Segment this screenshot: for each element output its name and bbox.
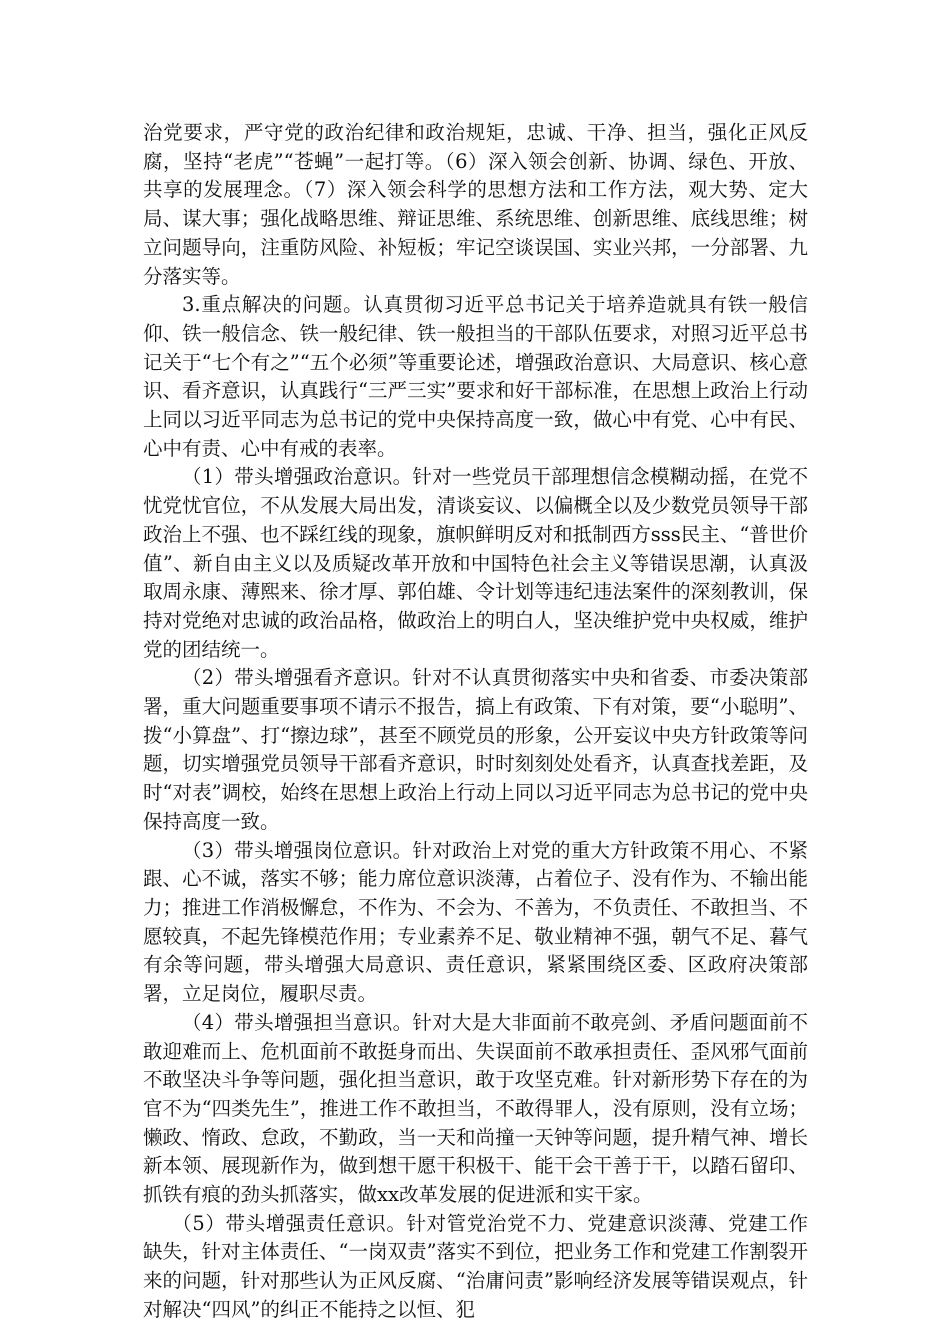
paragraph-responsibility-taking: （4）带头增强担当意识。针对大是大非面前不敢亮剑、矛盾问题面前不敢迎难而上、危机面前不敢挺身而出、失误面前不敢承担责任、歪风邪气面前不敢坚决斗争等问题，强化担当意识，敢于攻坚克难。针对新形势下存在的为官不为“四类先生”，推进工作不敢担当，不敢得罪人，没有原则，没有立场；懒政、惰政、怠政，不勤政，当一天和尚撞一天钟等问题，提升精气神、增长新本领、展现新作为，做到想干愿干积极干、能干会干善于干，以踏石留印、抓铁有痕的劲头抓落实，做xx改革发展的促进派和实干家。 <box>143 1010 808 1207</box>
paragraph-key-issues: 3.重点解决的问题。认真贯彻习近平总书记关于培养造就具有铁一般信仰、铁一般信念、铁一般纪律、铁一般担当的干部队伍要求，对照习近平总书记关于“七个有之”“五个必须”等重要论述，增强政治意识、大局意识、核心意识、看齐意识，认真践行“三严三实”要求和好干部标准，在思想上政治上行动上同以习近平同志为总书记的党中央保持高度一致，做心中有党、心中有民、心中有责、心中有戒的表率。 <box>143 293 808 460</box>
paragraph-responsibility-awareness: （5）带头增强责任意识。针对管党治党不力、党建意识淡薄、党建工作缺失，针对主体责任、“一岗双责”落实不到位，把业务工作和党建工作割裂开来的问题，针对那些认为正风反腐、“治庸问责”影响经济发展等错误观点，针对解决“四风”的纠正不能持之以恒、犯 <box>143 1211 808 1321</box>
paragraph-continued: 治党要求，严守党的政治纪律和政治规矩，忠诚、干净、担当，强化正风反腐，坚持“老虎”“苍蝇”一起打等。（6）深入领会创新、协调、绿色、开放、共享的发展理念。（7）深入领会科学的思想方法和工作方法，观大势、定大局、谋大事；强化战略思维、辩证思维、系统思维、创新思维、底线思维；树立问题导向，注重防风险、补短板；牢记空谈误国、实业兴邦，一分部署、九分落实等。 <box>143 121 808 288</box>
paragraph-post-awareness: （3）带头增强岗位意识。针对政治上对党的重大方针政策不用心、不紧跟、心不诚，落实不够；能力席位意识淡薄，占着位子、没有作为、不输出能力；推进工作消极懈怠，不作为、不会为、不善为，不负责任、不敢担当、不愿较真，不起先锋模范作用；专业素养不足、敬业精神不强，朝气不足、暮气有余等问题，带头增强大局意识、责任意识，紧紧围绕区委、区政府决策部署，立足岗位，履职尽责。 <box>143 838 808 1006</box>
document-body <box>143 119 808 1325</box>
paragraph-political-awareness: （1）带头增强政治意识。针对一些党员干部理想信念模糊动摇，在党不忧党忧官位，不从发展大局出发，清谈妄议、以偏概全以及少数党员领导干部政治上不强、也不踩红线的现象，旗帜鲜明反对和抵制西方sss民主、“普世价值”、新自由主义以及质疑改革开放和中国特色社会主义等错误思潮，认真汲取周永康、薄熙来、徐才厚、郭伯雄、令计划等违纪违法案件的深刻教训，保持对党绝对忠诚的政治品格，做政治上的明白人，坚决维护党中央权威，维护党的团结统一。 <box>143 465 808 661</box>
paragraph-alignment-awareness: （2）带头增强看齐意识。针对不认真贯彻落实中央和省委、市委决策部署，重大问题重要事项不请示不报告，搞上有政策、下有对策，要“小聪明”、拨“小算盘”、打“擦边球”，甚至不顾党员的形象，公开妄议中央方针政策等问题，切实增强党员领导干部看齐意识，时时刻刻处处看齐，认真查找差距，及时“对表”调校，始终在思想上政治上行动上同以习近平同志为总书记的党中央保持高度一致。 <box>143 666 808 833</box>
